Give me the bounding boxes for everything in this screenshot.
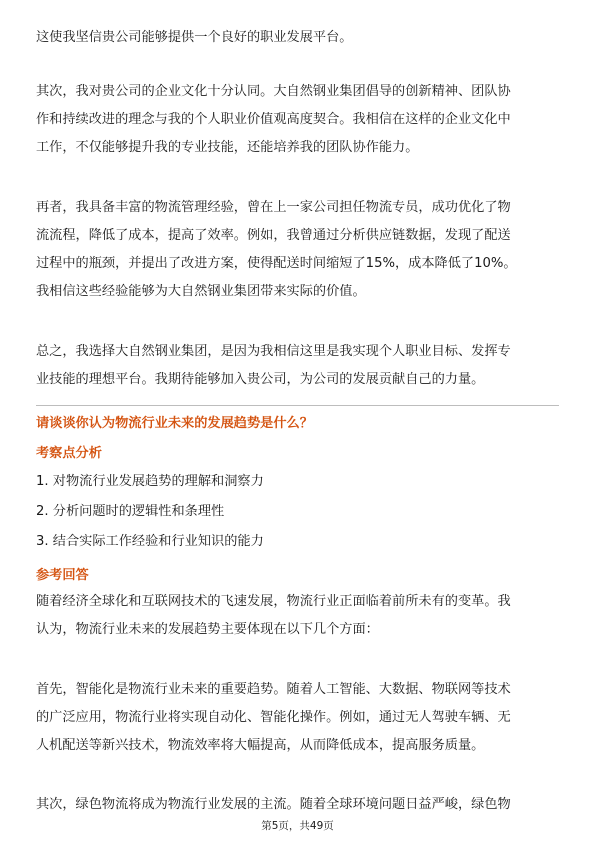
answer-paragraph: 再者，我具备丰富的物流管理经验，曾在上一家公司担任物流专员，成功优化了物 流流程，降低了成本，提高了效率。例如，我曾通过分析供应链数据，发现了配送 过程中的瓶颈，并提出了改进方案，使得配送时间缩短了15%，成本降低了10%。 我相信这些经验能够为大自然钢业集团带来实际的价值。 [36,200,517,299]
analysis-item: 2. 分析问题时的逻辑性和条理性 [36,504,225,519]
reference-heading: 参考回答 [36,568,89,583]
answer-paragraph: 其次，我对贵公司的企业文化十分认同。大自然钢业集团倡导的创新精神、团队协 作和持续改进的理念与我的个人职业价值观高度契合。我相信在这样的企业文化中 工作，不仅能够提升我的专业技能，还能培养我的团队协作能力。 [36,84,511,155]
section-divider [36,405,559,406]
analysis-heading: 考察点分析 [36,446,102,461]
analysis-item: 3. 结合实际工作经验和行业知识的能力 [36,534,264,549]
analysis-item: 1. 对物流行业发展趋势的理解和洞察力 [36,474,264,489]
question-title: 请谈谈你认为物流行业未来的发展趋势是什么？ [36,416,313,431]
reference-paragraph: 随着经济全球化和互联网技术的飞速发展，物流行业正面临着前所未有的变革。我 认为，物流行业未来的发展趋势主要体现在以下几个方面： [36,594,511,637]
reference-paragraph: 其次，绿色物流将成为物流行业发展的主流。随着全球环境问题日益严峻，绿色物 [36,797,511,812]
answer-paragraph: 总之，我选择大自然钢业集团，是因为我相信这里是我实现个人职业目标、发挥专 业技能的理想平台。我期待能够加入贵公司，为公司的发展贡献自己的力量。 [36,344,511,387]
page-number: 第5页，共49页 [261,820,334,832]
answer-paragraph: 这使我坚信贵公司能够提供一个良好的职业发展平台。 [36,30,353,45]
reference-paragraph: 首先，智能化是物流行业未来的重要趋势。随着人工智能、大数据、物联网等技术 的广泛应用，物流行业将实现自动化、智能化操作。例如，通过无人驾驶车辆、无 人机配送等新兴技术，物流效率将大幅提高，从而降低成本，提高服务质量。 [36,682,511,753]
